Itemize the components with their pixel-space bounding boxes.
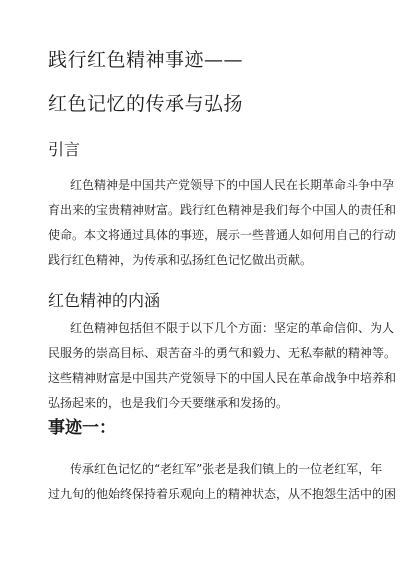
paragraph-line: 红色精神包括但不限于以下几个方面：坚定的革命信仰、为人	[70, 321, 395, 335]
section-heading-connotation: 红色精神的内涵	[48, 291, 161, 310]
paragraph-line: 红色精神是中国共产党领导下的中国人民在长期革命斗争中孕	[70, 178, 395, 192]
paragraph-line: 育出来的宝贵精神财富。践行红色精神是我们每个中国人的责任和	[48, 203, 397, 217]
paragraph-line: 传承红色记忆的“老红军”张老是我们镇上的一位老红军，年	[70, 462, 383, 476]
story-1-paragraph	[48, 457, 397, 507]
section-heading-intro: 引言	[48, 140, 81, 159]
document-title-line-2: 红色记忆的传承与弘扬	[48, 93, 244, 115]
section-heading-story-1: 事迹一：	[48, 418, 116, 438]
paragraph-line: 民服务的崇高目标、艰苦奋斗的勇气和毅力、无私奉献的精神等。	[48, 346, 397, 360]
paragraph-line: 践行红色精神，为传承和弘扬红色记忆做出贡献。	[48, 253, 313, 267]
paragraph-line: 弘扬起来的，也是我们今天要继承和发扬的。	[48, 396, 289, 410]
paragraph-line: 过九旬的他始终保持着乐观向上的精神状态，从不抱怨生活中的困	[48, 487, 397, 501]
document-title-line-1: 践行红色精神事迹——	[48, 49, 244, 71]
paragraph-line: 使命。本文将通过具体的事迹，展示一些普通人如何用自己的行动	[48, 228, 397, 242]
paragraph-line: 这些精神财富是中国共产党领导下的中国人民在革命战争中培养和	[48, 371, 397, 385]
intro-paragraph	[48, 173, 397, 273]
connotation-paragraph	[48, 316, 397, 416]
